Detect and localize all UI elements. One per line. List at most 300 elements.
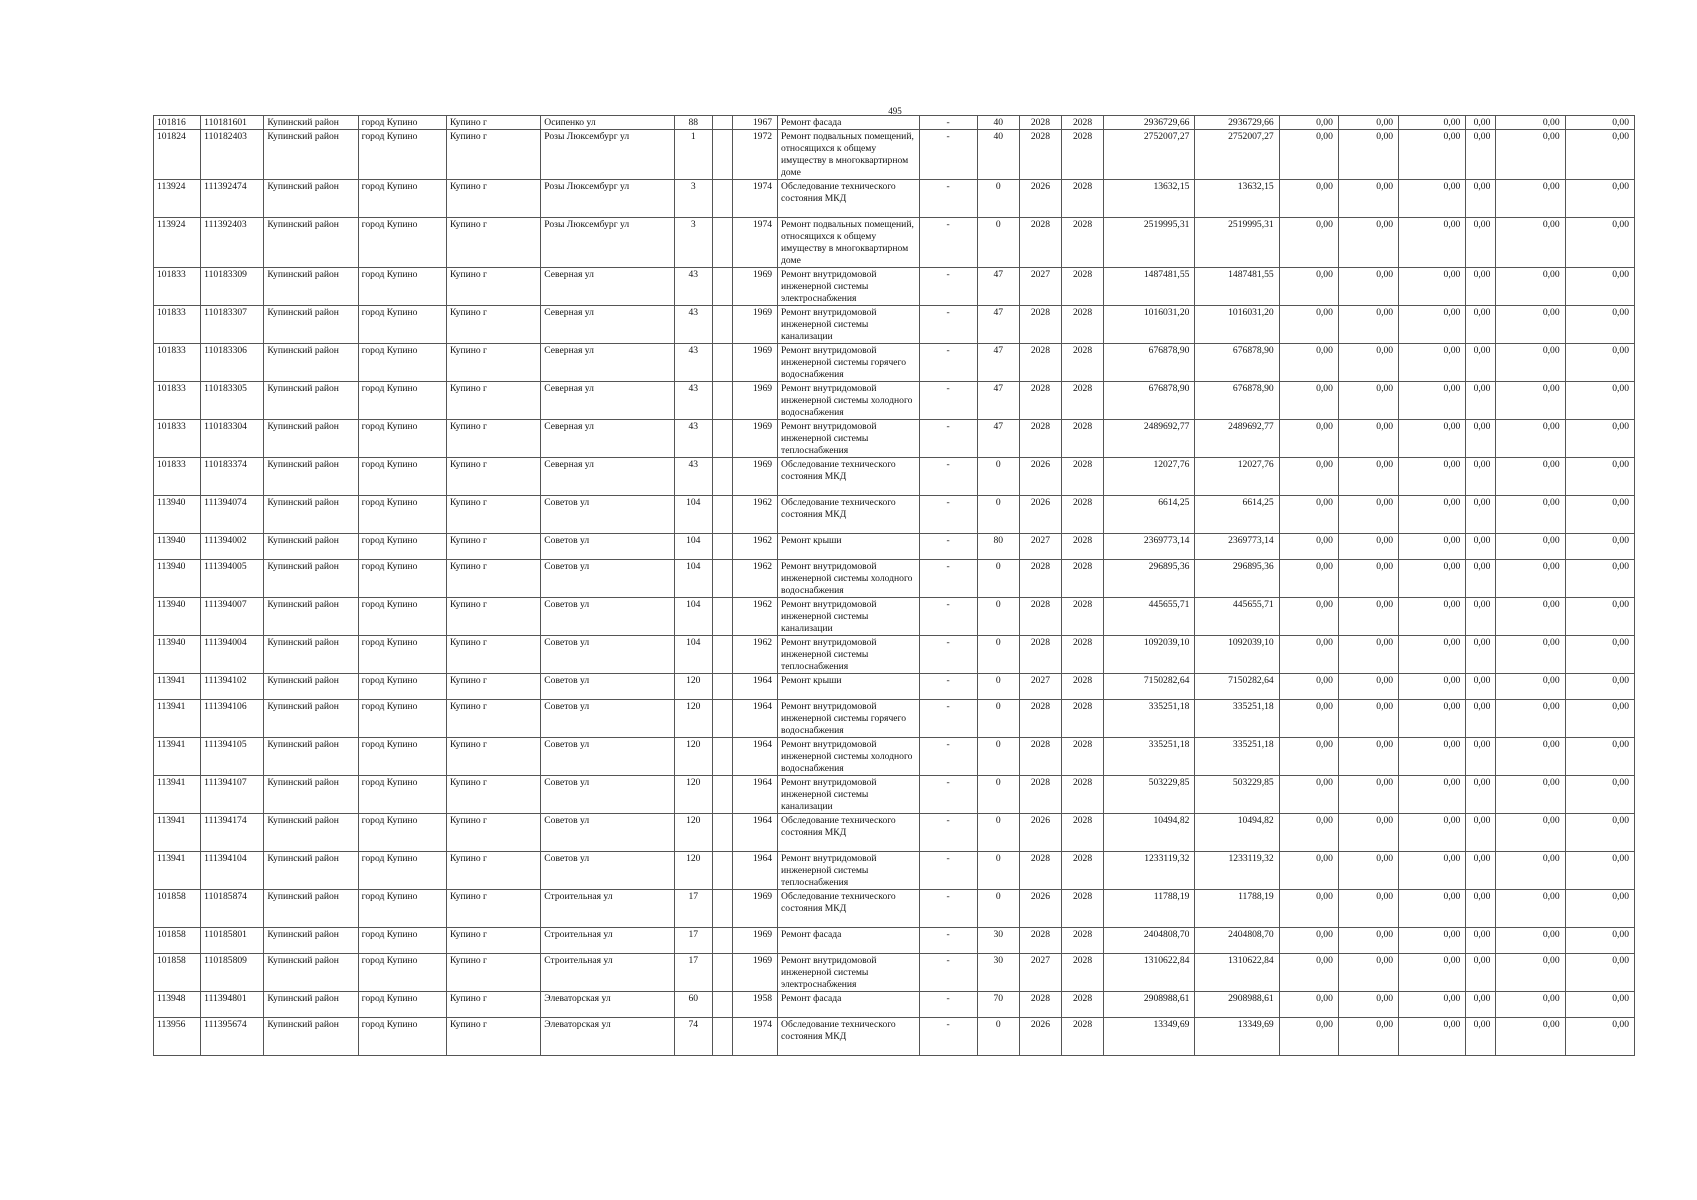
cost-total-cell: 503229,85: [1104, 776, 1195, 814]
funding-4-cell: 0,00: [1466, 954, 1496, 992]
street-cell: Элеваторская ул: [541, 1018, 674, 1056]
funding-4-cell: 0,00: [1466, 344, 1496, 382]
house-number-cell: 3: [674, 218, 712, 268]
house-id-cell: 113941: [154, 814, 201, 852]
funding-5-cell: 0,00: [1496, 776, 1565, 814]
house-number-cell: 43: [674, 458, 712, 496]
funding-2-cell: 0,00: [1338, 776, 1398, 814]
funding-4-cell: 0,00: [1466, 180, 1496, 218]
year-built-cell: 1969: [732, 420, 777, 458]
funding-1-cell: 0,00: [1279, 954, 1338, 992]
dash-cell: -: [919, 130, 977, 180]
funding-5-cell: 0,00: [1496, 598, 1565, 636]
settlement-cell: Купино г: [446, 130, 540, 180]
work-code-cell: 110183374: [201, 458, 264, 496]
cost-fund-cell: 2936729,66: [1195, 116, 1279, 130]
building-cell: [712, 116, 732, 130]
wear-percent-cell: 30: [977, 928, 1019, 954]
funding-5-cell: 0,00: [1496, 700, 1565, 738]
table-row: [154, 814, 1635, 852]
funding-6-cell: 0,00: [1565, 700, 1634, 738]
house-number-cell: 88: [674, 116, 712, 130]
funding-1-cell: 0,00: [1279, 180, 1338, 218]
cost-fund-cell: 676878,90: [1195, 382, 1279, 420]
table-row: [154, 382, 1635, 420]
funding-4-cell: 0,00: [1466, 1018, 1496, 1056]
street-cell: Розы Люксембург ул: [541, 218, 674, 268]
funding-1-cell: 0,00: [1279, 738, 1338, 776]
funding-4-cell: 0,00: [1466, 130, 1496, 180]
year-built-cell: 1967: [732, 116, 777, 130]
district-cell: Купинский район: [264, 534, 358, 560]
house-number-cell: 43: [674, 268, 712, 306]
funding-1-cell: 0,00: [1279, 382, 1338, 420]
settlement-cell: Купино г: [446, 560, 540, 598]
funding-2-cell: 0,00: [1338, 382, 1398, 420]
building-cell: [712, 560, 732, 598]
year-built-cell: 1964: [732, 776, 777, 814]
wear-percent-cell: 0: [977, 496, 1019, 534]
year-to-cell: 2028: [1061, 458, 1103, 496]
year-from-cell: 2028: [1019, 700, 1061, 738]
page-number: 495: [888, 106, 902, 116]
cost-total-cell: 7150282,64: [1104, 674, 1195, 700]
district-cell: Купинский район: [264, 306, 358, 344]
funding-4-cell: 0,00: [1466, 890, 1496, 928]
year-to-cell: 2028: [1061, 814, 1103, 852]
cost-fund-cell: 1092039,10: [1195, 636, 1279, 674]
funding-6-cell: 0,00: [1565, 180, 1634, 218]
wear-percent-cell: 80: [977, 534, 1019, 560]
work-code-cell: 110183306: [201, 344, 264, 382]
year-built-cell: 1969: [732, 928, 777, 954]
building-cell: [712, 814, 732, 852]
year-to-cell: 2028: [1061, 852, 1103, 890]
funding-4-cell: 0,00: [1466, 598, 1496, 636]
year-built-cell: 1969: [732, 268, 777, 306]
street-cell: Советов ул: [541, 560, 674, 598]
house-number-cell: 120: [674, 700, 712, 738]
work-code-cell: 110183309: [201, 268, 264, 306]
funding-2-cell: 0,00: [1338, 496, 1398, 534]
district-cell: Купинский район: [264, 890, 358, 928]
district-cell: Купинский район: [264, 496, 358, 534]
funding-6-cell: 0,00: [1565, 738, 1634, 776]
house-id-cell: 101833: [154, 382, 201, 420]
funding-1-cell: 0,00: [1279, 268, 1338, 306]
building-cell: [712, 218, 732, 268]
year-from-cell: 2028: [1019, 992, 1061, 1018]
funding-3-cell: 0,00: [1399, 598, 1466, 636]
cost-total-cell: 13632,15: [1104, 180, 1195, 218]
settlement-cell: Купино г: [446, 738, 540, 776]
cost-fund-cell: 13349,69: [1195, 1018, 1279, 1056]
funding-3-cell: 0,00: [1399, 180, 1466, 218]
funding-1-cell: 0,00: [1279, 700, 1338, 738]
work-code-cell: 111394174: [201, 814, 264, 852]
funding-2-cell: 0,00: [1338, 890, 1398, 928]
table-row: [154, 180, 1635, 218]
year-to-cell: 2028: [1061, 598, 1103, 636]
municipality-cell: город Купино: [358, 814, 446, 852]
funding-5-cell: 0,00: [1496, 458, 1565, 496]
dash-cell: -: [919, 992, 977, 1018]
work-type-cell: Ремонт крыши: [778, 534, 919, 560]
house-number-cell: 104: [674, 598, 712, 636]
funding-2-cell: 0,00: [1338, 700, 1398, 738]
wear-percent-cell: 70: [977, 992, 1019, 1018]
year-from-cell: 2026: [1019, 814, 1061, 852]
district-cell: Купинский район: [264, 344, 358, 382]
year-built-cell: 1969: [732, 344, 777, 382]
table-row: [154, 928, 1635, 954]
year-from-cell: 2027: [1019, 268, 1061, 306]
cost-total-cell: 445655,71: [1104, 598, 1195, 636]
municipality-cell: город Купино: [358, 738, 446, 776]
table-row: [154, 130, 1635, 180]
table-row: [154, 1018, 1635, 1056]
funding-3-cell: 0,00: [1399, 852, 1466, 890]
year-built-cell: 1969: [732, 890, 777, 928]
dash-cell: -: [919, 218, 977, 268]
work-type-cell: Ремонт внутридомовой инженерной системы холодного водоснабжения: [778, 560, 919, 598]
year-from-cell: 2028: [1019, 636, 1061, 674]
building-cell: [712, 890, 732, 928]
funding-5-cell: 0,00: [1496, 218, 1565, 268]
municipality-cell: город Купино: [358, 674, 446, 700]
settlement-cell: Купино г: [446, 496, 540, 534]
municipality-cell: город Купино: [358, 534, 446, 560]
municipality-cell: город Купино: [358, 180, 446, 218]
funding-3-cell: 0,00: [1399, 534, 1466, 560]
house-id-cell: 113924: [154, 218, 201, 268]
work-code-cell: 111394002: [201, 534, 264, 560]
cost-total-cell: 1233119,32: [1104, 852, 1195, 890]
funding-4-cell: 0,00: [1466, 992, 1496, 1018]
dash-cell: -: [919, 116, 977, 130]
dash-cell: -: [919, 420, 977, 458]
work-code-cell: 110183304: [201, 420, 264, 458]
cost-total-cell: 2752007,27: [1104, 130, 1195, 180]
house-id-cell: 113956: [154, 1018, 201, 1056]
work-code-cell: 111394004: [201, 636, 264, 674]
wear-percent-cell: 0: [977, 814, 1019, 852]
work-type-cell: Обследование технического состояния МКД: [778, 496, 919, 534]
street-cell: Северная ул: [541, 420, 674, 458]
cost-total-cell: 676878,90: [1104, 382, 1195, 420]
funding-4-cell: 0,00: [1466, 534, 1496, 560]
street-cell: Советов ул: [541, 776, 674, 814]
house-id-cell: 113940: [154, 560, 201, 598]
house-number-cell: 1: [674, 130, 712, 180]
house-id-cell: 101824: [154, 130, 201, 180]
settlement-cell: Купино г: [446, 534, 540, 560]
district-cell: Купинский район: [264, 420, 358, 458]
funding-6-cell: 0,00: [1565, 560, 1634, 598]
district-cell: Купинский район: [264, 382, 358, 420]
funding-3-cell: 0,00: [1399, 738, 1466, 776]
cost-total-cell: 2404808,70: [1104, 928, 1195, 954]
funding-5-cell: 0,00: [1496, 268, 1565, 306]
work-code-cell: 111394074: [201, 496, 264, 534]
funding-6-cell: 0,00: [1565, 598, 1634, 636]
cost-total-cell: 10494,82: [1104, 814, 1195, 852]
municipality-cell: город Купино: [358, 306, 446, 344]
work-type-cell: Ремонт внутридомовой инженерной системы горячего водоснабжения: [778, 344, 919, 382]
municipality-cell: город Купино: [358, 992, 446, 1018]
house-id-cell: 113941: [154, 700, 201, 738]
funding-5-cell: 0,00: [1496, 382, 1565, 420]
settlement-cell: Купино г: [446, 636, 540, 674]
funding-6-cell: 0,00: [1565, 306, 1634, 344]
house-number-cell: 60: [674, 992, 712, 1018]
house-number-cell: 17: [674, 890, 712, 928]
district-cell: Купинский район: [264, 674, 358, 700]
year-built-cell: 1962: [732, 534, 777, 560]
funding-2-cell: 0,00: [1338, 560, 1398, 598]
street-cell: Осипенко ул: [541, 116, 674, 130]
funding-3-cell: 0,00: [1399, 268, 1466, 306]
cost-fund-cell: 13632,15: [1195, 180, 1279, 218]
year-to-cell: 2028: [1061, 420, 1103, 458]
building-cell: [712, 928, 732, 954]
funding-2-cell: 0,00: [1338, 1018, 1398, 1056]
cost-fund-cell: 11788,19: [1195, 890, 1279, 928]
house-id-cell: 113948: [154, 992, 201, 1018]
year-built-cell: 1962: [732, 560, 777, 598]
building-cell: [712, 674, 732, 700]
table-row: [154, 992, 1635, 1018]
funding-6-cell: 0,00: [1565, 852, 1634, 890]
work-type-cell: Ремонт внутридомовой инженерной системы канализации: [778, 598, 919, 636]
building-cell: [712, 344, 732, 382]
settlement-cell: Купино г: [446, 420, 540, 458]
work-code-cell: 111394105: [201, 738, 264, 776]
cost-fund-cell: 503229,85: [1195, 776, 1279, 814]
street-cell: Советов ул: [541, 598, 674, 636]
year-to-cell: 2028: [1061, 496, 1103, 534]
wear-percent-cell: 0: [977, 852, 1019, 890]
municipality-cell: город Купино: [358, 218, 446, 268]
work-type-cell: Ремонт внутридомовой инженерной системы холодного водоснабжения: [778, 738, 919, 776]
house-id-cell: 101858: [154, 954, 201, 992]
year-built-cell: 1962: [732, 598, 777, 636]
year-to-cell: 2028: [1061, 344, 1103, 382]
funding-3-cell: 0,00: [1399, 420, 1466, 458]
year-to-cell: 2028: [1061, 674, 1103, 700]
settlement-cell: Купино г: [446, 458, 540, 496]
building-cell: [712, 738, 732, 776]
wear-percent-cell: 0: [977, 598, 1019, 636]
year-from-cell: 2028: [1019, 130, 1061, 180]
table-row: [154, 738, 1635, 776]
dash-cell: -: [919, 180, 977, 218]
funding-1-cell: 0,00: [1279, 218, 1338, 268]
funding-3-cell: 0,00: [1399, 928, 1466, 954]
work-type-cell: Обследование технического состояния МКД: [778, 890, 919, 928]
settlement-cell: Купино г: [446, 306, 540, 344]
work-code-cell: 110185801: [201, 928, 264, 954]
year-from-cell: 2028: [1019, 218, 1061, 268]
funding-1-cell: 0,00: [1279, 458, 1338, 496]
cost-fund-cell: 6614,25: [1195, 496, 1279, 534]
street-cell: Строительная ул: [541, 928, 674, 954]
municipality-cell: город Купино: [358, 420, 446, 458]
dash-cell: -: [919, 700, 977, 738]
table-row: [154, 218, 1635, 268]
funding-3-cell: 0,00: [1399, 218, 1466, 268]
settlement-cell: Купино г: [446, 928, 540, 954]
municipality-cell: город Купино: [358, 130, 446, 180]
year-from-cell: 2028: [1019, 382, 1061, 420]
house-id-cell: 101858: [154, 928, 201, 954]
settlement-cell: Купино г: [446, 814, 540, 852]
funding-1-cell: 0,00: [1279, 598, 1338, 636]
funding-5-cell: 0,00: [1496, 992, 1565, 1018]
work-type-cell: Ремонт фасада: [778, 992, 919, 1018]
cost-fund-cell: 335251,18: [1195, 738, 1279, 776]
funding-4-cell: 0,00: [1466, 928, 1496, 954]
street-cell: Северная ул: [541, 306, 674, 344]
table-row: [154, 420, 1635, 458]
funding-4-cell: 0,00: [1466, 636, 1496, 674]
funding-4-cell: 0,00: [1466, 306, 1496, 344]
work-type-cell: Ремонт крыши: [778, 674, 919, 700]
year-to-cell: 2028: [1061, 268, 1103, 306]
house-id-cell: 113941: [154, 674, 201, 700]
funding-2-cell: 0,00: [1338, 992, 1398, 1018]
street-cell: Советов ул: [541, 534, 674, 560]
dash-cell: -: [919, 382, 977, 420]
municipality-cell: город Купино: [358, 344, 446, 382]
settlement-cell: Купино г: [446, 852, 540, 890]
year-from-cell: 2026: [1019, 496, 1061, 534]
table-row: [154, 776, 1635, 814]
year-built-cell: 1964: [732, 700, 777, 738]
funding-5-cell: 0,00: [1496, 534, 1565, 560]
table-row: [154, 954, 1635, 992]
work-code-cell: 111394007: [201, 598, 264, 636]
table-row: [154, 852, 1635, 890]
year-built-cell: 1962: [732, 496, 777, 534]
funding-6-cell: 0,00: [1565, 928, 1634, 954]
wear-percent-cell: 0: [977, 180, 1019, 218]
funding-5-cell: 0,00: [1496, 1018, 1565, 1056]
year-built-cell: 1964: [732, 674, 777, 700]
funding-2-cell: 0,00: [1338, 928, 1398, 954]
funding-6-cell: 0,00: [1565, 218, 1634, 268]
year-built-cell: 1964: [732, 814, 777, 852]
cost-total-cell: 11788,19: [1104, 890, 1195, 928]
work-type-cell: Ремонт фасада: [778, 116, 919, 130]
funding-5-cell: 0,00: [1496, 636, 1565, 674]
funding-3-cell: 0,00: [1399, 890, 1466, 928]
funding-3-cell: 0,00: [1399, 700, 1466, 738]
work-type-cell: Обследование технического состояния МКД: [778, 1018, 919, 1056]
year-built-cell: 1969: [732, 382, 777, 420]
settlement-cell: Купино г: [446, 218, 540, 268]
funding-5-cell: 0,00: [1496, 496, 1565, 534]
district-cell: Купинский район: [264, 1018, 358, 1056]
cost-total-cell: 2936729,66: [1104, 116, 1195, 130]
year-from-cell: 2028: [1019, 344, 1061, 382]
settlement-cell: Купино г: [446, 1018, 540, 1056]
work-code-cell: 111394104: [201, 852, 264, 890]
funding-6-cell: 0,00: [1565, 268, 1634, 306]
funding-3-cell: 0,00: [1399, 560, 1466, 598]
funding-3-cell: 0,00: [1399, 954, 1466, 992]
year-from-cell: 2026: [1019, 1018, 1061, 1056]
funding-1-cell: 0,00: [1279, 928, 1338, 954]
year-to-cell: 2028: [1061, 306, 1103, 344]
funding-1-cell: 0,00: [1279, 890, 1338, 928]
register-body: [154, 116, 1635, 1056]
funding-1-cell: 0,00: [1279, 116, 1338, 130]
funding-4-cell: 0,00: [1466, 560, 1496, 598]
year-from-cell: 2027: [1019, 674, 1061, 700]
funding-6-cell: 0,00: [1565, 890, 1634, 928]
cost-fund-cell: 445655,71: [1195, 598, 1279, 636]
funding-1-cell: 0,00: [1279, 420, 1338, 458]
municipality-cell: город Купино: [358, 852, 446, 890]
street-cell: Советов ул: [541, 738, 674, 776]
year-to-cell: 2028: [1061, 928, 1103, 954]
district-cell: Купинский район: [264, 928, 358, 954]
capital-repair-register-table: [153, 115, 1635, 1056]
funding-6-cell: 0,00: [1565, 992, 1634, 1018]
year-from-cell: 2028: [1019, 852, 1061, 890]
dash-cell: -: [919, 954, 977, 992]
wear-percent-cell: 40: [977, 130, 1019, 180]
cost-fund-cell: 7150282,64: [1195, 674, 1279, 700]
funding-3-cell: 0,00: [1399, 382, 1466, 420]
settlement-cell: Купино г: [446, 598, 540, 636]
funding-6-cell: 0,00: [1565, 458, 1634, 496]
dash-cell: -: [919, 598, 977, 636]
dash-cell: -: [919, 560, 977, 598]
work-code-cell: 111394005: [201, 560, 264, 598]
year-from-cell: 2028: [1019, 560, 1061, 598]
funding-1-cell: 0,00: [1279, 496, 1338, 534]
table-row: [154, 700, 1635, 738]
funding-6-cell: 0,00: [1565, 130, 1634, 180]
wear-percent-cell: 0: [977, 776, 1019, 814]
work-type-cell: Ремонт внутридомовой инженерной системы холодного водоснабжения: [778, 382, 919, 420]
work-type-cell: Ремонт внутридомовой инженерной системы электроснабжения: [778, 954, 919, 992]
funding-4-cell: 0,00: [1466, 420, 1496, 458]
house-id-cell: 113940: [154, 496, 201, 534]
wear-percent-cell: 0: [977, 458, 1019, 496]
house-id-cell: 113940: [154, 636, 201, 674]
district-cell: Купинский район: [264, 458, 358, 496]
funding-3-cell: 0,00: [1399, 636, 1466, 674]
house-number-cell: 120: [674, 852, 712, 890]
municipality-cell: город Купино: [358, 890, 446, 928]
funding-5-cell: 0,00: [1496, 674, 1565, 700]
district-cell: Купинский район: [264, 814, 358, 852]
settlement-cell: Купино г: [446, 116, 540, 130]
year-to-cell: 2028: [1061, 636, 1103, 674]
funding-1-cell: 0,00: [1279, 852, 1338, 890]
dash-cell: -: [919, 458, 977, 496]
funding-3-cell: 0,00: [1399, 814, 1466, 852]
funding-2-cell: 0,00: [1338, 268, 1398, 306]
cost-total-cell: 1487481,55: [1104, 268, 1195, 306]
year-built-cell: 1969: [732, 954, 777, 992]
year-from-cell: 2028: [1019, 598, 1061, 636]
district-cell: Купинский район: [264, 116, 358, 130]
year-from-cell: 2028: [1019, 306, 1061, 344]
